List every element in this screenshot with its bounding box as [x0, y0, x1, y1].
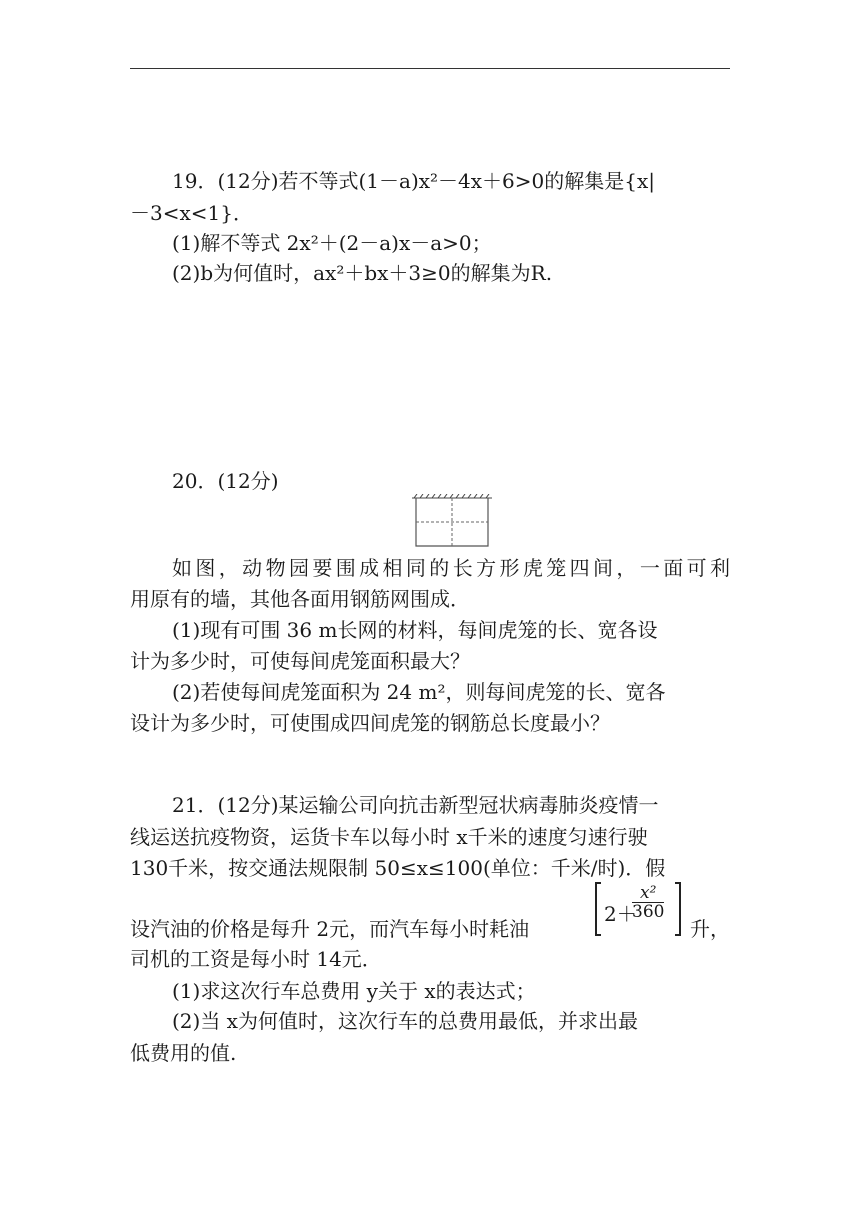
q20-part-2-line-2: 设计为多少时，可使围成四间虎笼的钢筋总长度最小？	[130, 711, 610, 735]
q21-line-2: 线运送抗疫物资，运货卡车以每小时 x千米的速度匀速行驶	[130, 825, 648, 849]
fuel-fraction-denominator: 360	[632, 902, 665, 922]
wall-hatching	[412, 494, 492, 498]
left-paren-icon	[594, 882, 602, 936]
q21-part-1: (1)求这次行车总费用 y关于 x的表达式；	[172, 979, 536, 1003]
q21-line-5: 司机的工资是每小时 14元．	[130, 947, 382, 971]
right-paren-icon	[674, 882, 682, 936]
q20-part-1-line-1: (1)现有可围 36 m长网的材料，每间虎笼的长、宽各设	[172, 618, 658, 642]
q20-line-2: 用原有的墙，其他各面用钢筋网围成．	[130, 587, 470, 611]
q20-part-2-line-1: (2)若使每间虎笼面积为 24 m²，则每间虎笼的长、宽各	[172, 680, 666, 704]
q21-part-2-line-1: (2)当 x为何值时，这次行车的总费用最低，并求出最	[172, 1009, 638, 1033]
fuel-fraction	[632, 884, 664, 921]
q20-heading: 20．(12分)	[172, 469, 279, 493]
q19-line-2: －3<x<1}．	[130, 201, 253, 225]
fuel-fraction-numerator: x²	[632, 884, 664, 903]
q21-line-4a: 设汽油的价格是每升 2元，而汽车每小时耗油	[130, 917, 530, 941]
q20-part-1-line-2: 计为多少时，可使每间虎笼面积最大？	[130, 649, 470, 673]
q19-line-1: 19．(12分)若不等式(1－a)x²－4x＋6>0的解集是{x|	[172, 169, 656, 193]
q21-line-4b: 升，	[690, 917, 730, 941]
q21-part-2-line-2: 低费用的值.	[130, 1041, 237, 1065]
q20-line-1: 如图，动物园要围成相同的长方形虎笼四间，一面可利	[172, 556, 730, 580]
header-rule	[130, 68, 730, 69]
q19-part-2: (2)b为何值时，ax²＋bx＋3≥0的解集为R.	[172, 261, 553, 285]
tiger-cage-figure	[408, 494, 496, 548]
q19-part-1: (1)解不等式 2x²＋(2－a)x－a>0；	[172, 231, 492, 255]
q21-line-1: 21．(12分)某运输公司向抗击新型冠状病毒肺炎疫情一	[172, 793, 659, 817]
fuel-integer-part: 2＋	[604, 902, 637, 926]
q21-line-3: 130千米，按交通法规限制 50≤x≤100(单位：千米/时)．假	[130, 856, 666, 880]
